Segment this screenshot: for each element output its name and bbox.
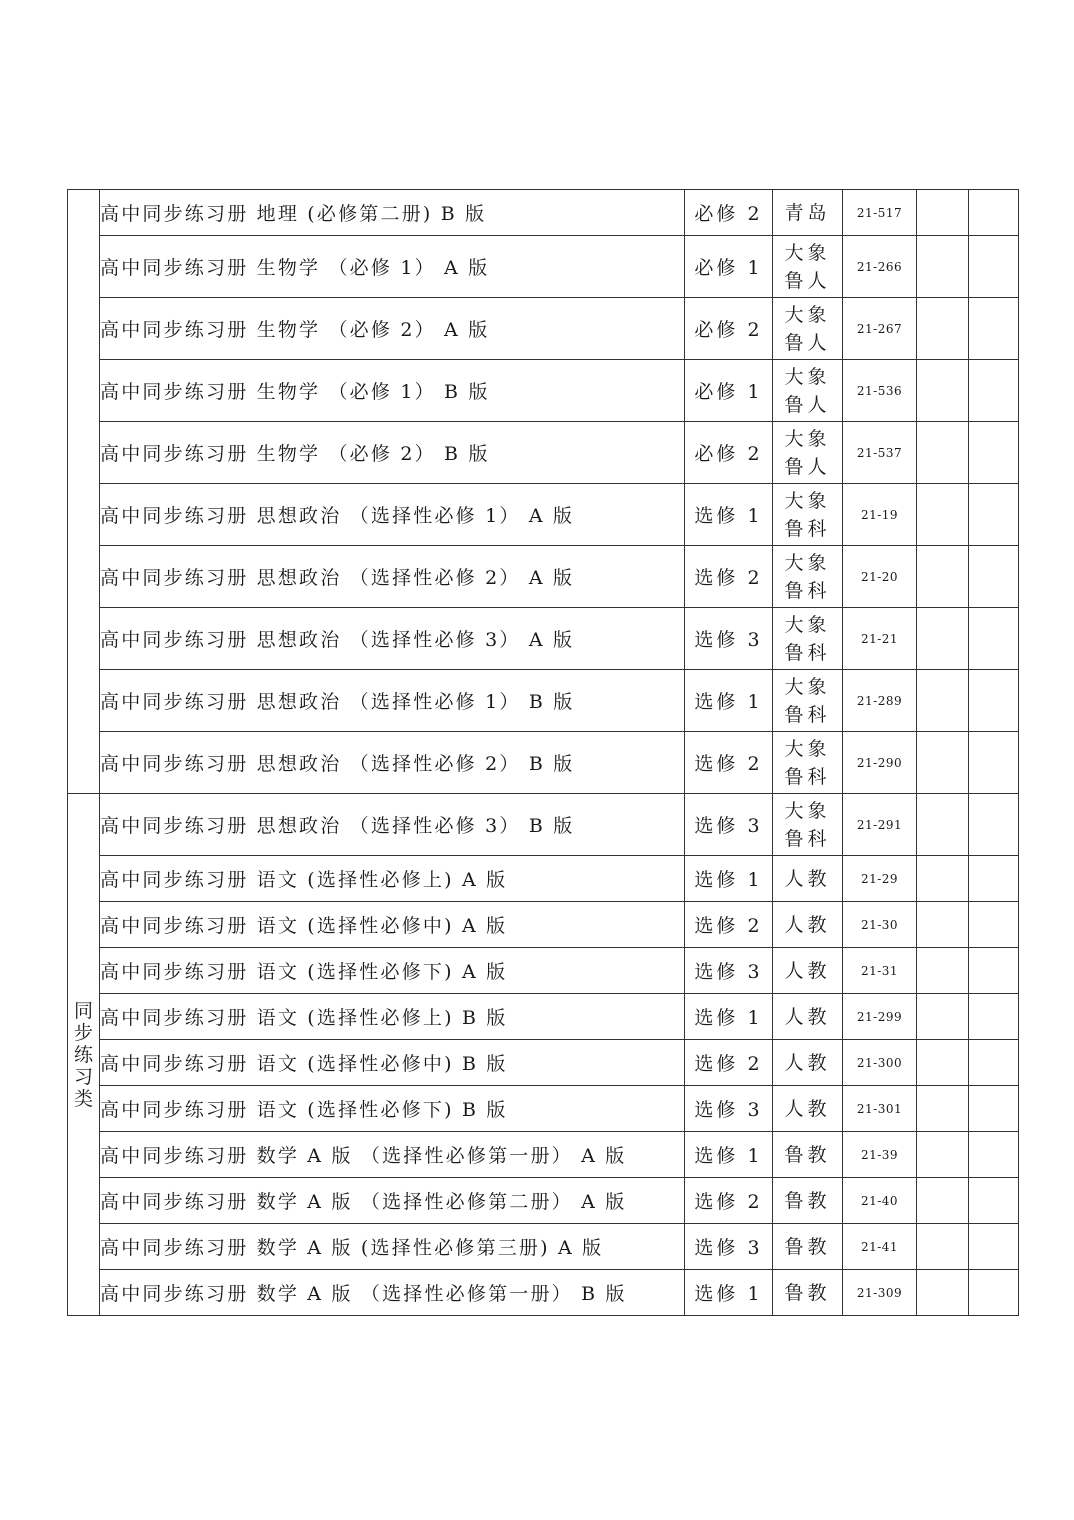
blank-cell-1 [917, 1270, 969, 1316]
publisher-line: 人教 [784, 1005, 831, 1028]
publisher-line: 大象 [784, 675, 831, 698]
blank-cell-1 [917, 360, 969, 422]
book-publisher [773, 1086, 843, 1132]
publisher-line: 人教 [784, 1097, 831, 1120]
book-code: 21-289 [843, 670, 917, 732]
book-level: 选修 3 [685, 1086, 773, 1132]
book-publisher [773, 794, 843, 856]
book-code: 21-309 [843, 1270, 917, 1316]
publisher-line: 大象 [784, 241, 831, 264]
book-publisher [773, 422, 843, 484]
book-code: 21-537 [843, 422, 917, 484]
book-publisher [773, 1270, 843, 1316]
book-title: 高中同步练习册 思想政治 （选择性必修 1） A 版 [100, 484, 685, 546]
book-title: 高中同步练习册 数学 A 版 （选择性必修第一册） A 版 [100, 1132, 685, 1178]
publisher-line: 鲁科 [784, 641, 831, 664]
book-code: 21-266 [843, 236, 917, 298]
publisher-line: 大象 [784, 489, 831, 512]
publisher-line: 鲁科 [784, 703, 831, 726]
table-row [68, 794, 1019, 856]
book-code: 21-40 [843, 1178, 917, 1224]
book-publisher [773, 1132, 843, 1178]
book-title: 高中同步练习册 生物学 （必修 1） A 版 [100, 236, 685, 298]
blank-cell-2 [969, 608, 1019, 670]
blank-cell-1 [917, 1132, 969, 1178]
blank-cell-2 [969, 994, 1019, 1040]
category-cell-previous [68, 190, 100, 794]
book-title: 高中同步练习册 思想政治 （选择性必修 3） A 版 [100, 608, 685, 670]
book-title: 高中同步练习册 生物学 （必修 2） A 版 [100, 298, 685, 360]
table-row [68, 1040, 1019, 1086]
blank-cell-1 [917, 298, 969, 360]
blank-cell-2 [969, 856, 1019, 902]
table-row [68, 298, 1019, 360]
blank-cell-2 [969, 546, 1019, 608]
book-title: 高中同步练习册 语文 (选择性必修下) A 版 [100, 948, 685, 994]
book-title: 高中同步练习册 思想政治 （选择性必修 2） B 版 [100, 732, 685, 794]
book-code: 21-299 [843, 994, 917, 1040]
book-title: 高中同步练习册 语文 (选择性必修中) A 版 [100, 902, 685, 948]
table-row [68, 994, 1019, 1040]
publisher-line: 鲁教 [784, 1189, 831, 1212]
book-code: 21-39 [843, 1132, 917, 1178]
book-publisher [773, 608, 843, 670]
book-publisher [773, 360, 843, 422]
book-code: 21-301 [843, 1086, 917, 1132]
book-title: 高中同步练习册 思想政治 （选择性必修 1） B 版 [100, 670, 685, 732]
table-row [68, 1224, 1019, 1270]
book-code: 21-31 [843, 948, 917, 994]
book-level: 选修 1 [685, 856, 773, 902]
book-level: 选修 1 [685, 670, 773, 732]
book-title: 高中同步练习册 思想政治 （选择性必修 2） A 版 [100, 546, 685, 608]
book-publisher [773, 190, 843, 236]
book-code: 21-267 [843, 298, 917, 360]
publisher-line: 大象 [784, 613, 831, 636]
blank-cell-1 [917, 422, 969, 484]
blank-cell-2 [969, 236, 1019, 298]
publisher-line: 鲁人 [784, 331, 831, 354]
book-publisher [773, 546, 843, 608]
book-title: 高中同步练习册 语文 (选择性必修中) B 版 [100, 1040, 685, 1086]
publisher-line: 人教 [784, 1051, 831, 1074]
blank-cell-1 [917, 1086, 969, 1132]
blank-cell-2 [969, 422, 1019, 484]
blank-cell-1 [917, 794, 969, 856]
table-row [68, 190, 1019, 236]
publisher-line: 鲁科 [784, 579, 831, 602]
book-title: 高中同步练习册 地理 (必修第二册) B 版 [100, 190, 685, 236]
table-row [68, 670, 1019, 732]
table-row [68, 608, 1019, 670]
publisher-line: 鲁科 [784, 765, 831, 788]
blank-cell-2 [969, 794, 1019, 856]
book-code: 21-21 [843, 608, 917, 670]
book-title: 高中同步练习册 数学 A 版 （选择性必修第一册） B 版 [100, 1270, 685, 1316]
book-level: 选修 3 [685, 608, 773, 670]
blank-cell-1 [917, 856, 969, 902]
table-row [68, 856, 1019, 902]
book-title: 高中同步练习册 语文 (选择性必修上) B 版 [100, 994, 685, 1040]
book-level: 选修 3 [685, 794, 773, 856]
publisher-line: 鲁教 [784, 1235, 831, 1258]
publisher-line: 大象 [784, 365, 831, 388]
table-row [68, 484, 1019, 546]
blank-cell-1 [917, 1178, 969, 1224]
blank-cell-2 [969, 190, 1019, 236]
book-title: 高中同步练习册 语文 (选择性必修上) A 版 [100, 856, 685, 902]
blank-cell-2 [969, 298, 1019, 360]
book-code: 21-536 [843, 360, 917, 422]
book-level: 选修 2 [685, 546, 773, 608]
blank-cell-1 [917, 948, 969, 994]
book-publisher [773, 902, 843, 948]
blank-cell-1 [917, 236, 969, 298]
book-title: 高中同步练习册 生物学 （必修 1） B 版 [100, 360, 685, 422]
book-title: 高中同步练习册 生物学 （必修 2） B 版 [100, 422, 685, 484]
publisher-line: 鲁科 [784, 827, 831, 850]
book-title: 高中同步练习册 思想政治 （选择性必修 3） B 版 [100, 794, 685, 856]
book-title: 高中同步练习册 数学 A 版 （选择性必修第二册） A 版 [100, 1178, 685, 1224]
publisher-line: 鲁科 [784, 517, 831, 540]
book-code: 21-41 [843, 1224, 917, 1270]
publisher-line: 大象 [784, 551, 831, 574]
table-row [68, 422, 1019, 484]
table-row [68, 1086, 1019, 1132]
book-publisher [773, 994, 843, 1040]
blank-cell-2 [969, 1040, 1019, 1086]
publisher-line: 人教 [784, 867, 831, 890]
book-level: 必修 2 [685, 422, 773, 484]
book-publisher [773, 1040, 843, 1086]
book-level: 选修 1 [685, 994, 773, 1040]
book-level: 选修 2 [685, 732, 773, 794]
publisher-line: 鲁人 [784, 455, 831, 478]
book-publisher [773, 1224, 843, 1270]
book-level: 选修 2 [685, 1040, 773, 1086]
blank-cell-2 [969, 670, 1019, 732]
blank-cell-2 [969, 1086, 1019, 1132]
blank-cell-1 [917, 1224, 969, 1270]
blank-cell-1 [917, 190, 969, 236]
publisher-line: 人教 [784, 959, 831, 982]
blank-cell-2 [969, 1178, 1019, 1224]
blank-cell-1 [917, 994, 969, 1040]
publisher-line: 鲁人 [784, 269, 831, 292]
publisher-line: 青岛 [784, 201, 831, 224]
book-level: 选修 3 [685, 1224, 773, 1270]
book-publisher [773, 236, 843, 298]
blank-cell-1 [917, 670, 969, 732]
book-level: 必修 2 [685, 190, 773, 236]
book-publisher [773, 298, 843, 360]
book-publisher [773, 948, 843, 994]
table-row [68, 1178, 1019, 1224]
table-row [68, 236, 1019, 298]
category-cell [68, 794, 100, 1316]
book-code: 21-291 [843, 794, 917, 856]
book-code: 21-517 [843, 190, 917, 236]
blank-cell-2 [969, 1132, 1019, 1178]
book-code: 21-290 [843, 732, 917, 794]
blank-cell-2 [969, 948, 1019, 994]
book-publisher [773, 1178, 843, 1224]
table-body [68, 190, 1019, 1316]
blank-cell-2 [969, 360, 1019, 422]
blank-cell-1 [917, 608, 969, 670]
table-row [68, 1132, 1019, 1178]
book-publisher [773, 732, 843, 794]
blank-cell-2 [969, 1270, 1019, 1316]
book-level: 必修 2 [685, 298, 773, 360]
book-level: 必修 1 [685, 236, 773, 298]
book-level: 选修 2 [685, 1178, 773, 1224]
book-code: 21-29 [843, 856, 917, 902]
publisher-line: 大象 [784, 737, 831, 760]
publisher-line: 大象 [784, 303, 831, 326]
blank-cell-1 [917, 732, 969, 794]
book-title: 高中同步练习册 数学 A 版 (选择性必修第三册) A 版 [100, 1224, 685, 1270]
publisher-line: 鲁教 [784, 1281, 831, 1304]
blank-cell-2 [969, 732, 1019, 794]
blank-cell-2 [969, 902, 1019, 948]
blank-cell-1 [917, 1040, 969, 1086]
publisher-line: 大象 [784, 799, 831, 822]
publisher-line: 鲁人 [784, 393, 831, 416]
book-level: 选修 2 [685, 902, 773, 948]
book-code: 21-300 [843, 1040, 917, 1086]
table-row [68, 732, 1019, 794]
blank-cell-1 [917, 484, 969, 546]
book-code: 21-20 [843, 546, 917, 608]
blank-cell-1 [917, 546, 969, 608]
book-title: 高中同步练习册 语文 (选择性必修下) B 版 [100, 1086, 685, 1132]
publisher-line: 鲁教 [784, 1143, 831, 1166]
table-row [68, 948, 1019, 994]
category-label: 同步练习类 [73, 999, 93, 1110]
table-row [68, 1270, 1019, 1316]
book-list-table [67, 189, 1019, 1316]
book-publisher [773, 856, 843, 902]
publisher-line: 大象 [784, 427, 831, 450]
book-level: 必修 1 [685, 360, 773, 422]
book-level: 选修 1 [685, 1270, 773, 1316]
book-publisher [773, 670, 843, 732]
book-publisher [773, 484, 843, 546]
table-row [68, 546, 1019, 608]
book-level: 选修 3 [685, 948, 773, 994]
publisher-line: 人教 [784, 913, 831, 936]
book-code: 21-19 [843, 484, 917, 546]
blank-cell-2 [969, 1224, 1019, 1270]
book-level: 选修 1 [685, 484, 773, 546]
book-code: 21-30 [843, 902, 917, 948]
blank-cell-2 [969, 484, 1019, 546]
table-row [68, 360, 1019, 422]
blank-cell-1 [917, 902, 969, 948]
book-level: 选修 1 [685, 1132, 773, 1178]
table-row [68, 902, 1019, 948]
